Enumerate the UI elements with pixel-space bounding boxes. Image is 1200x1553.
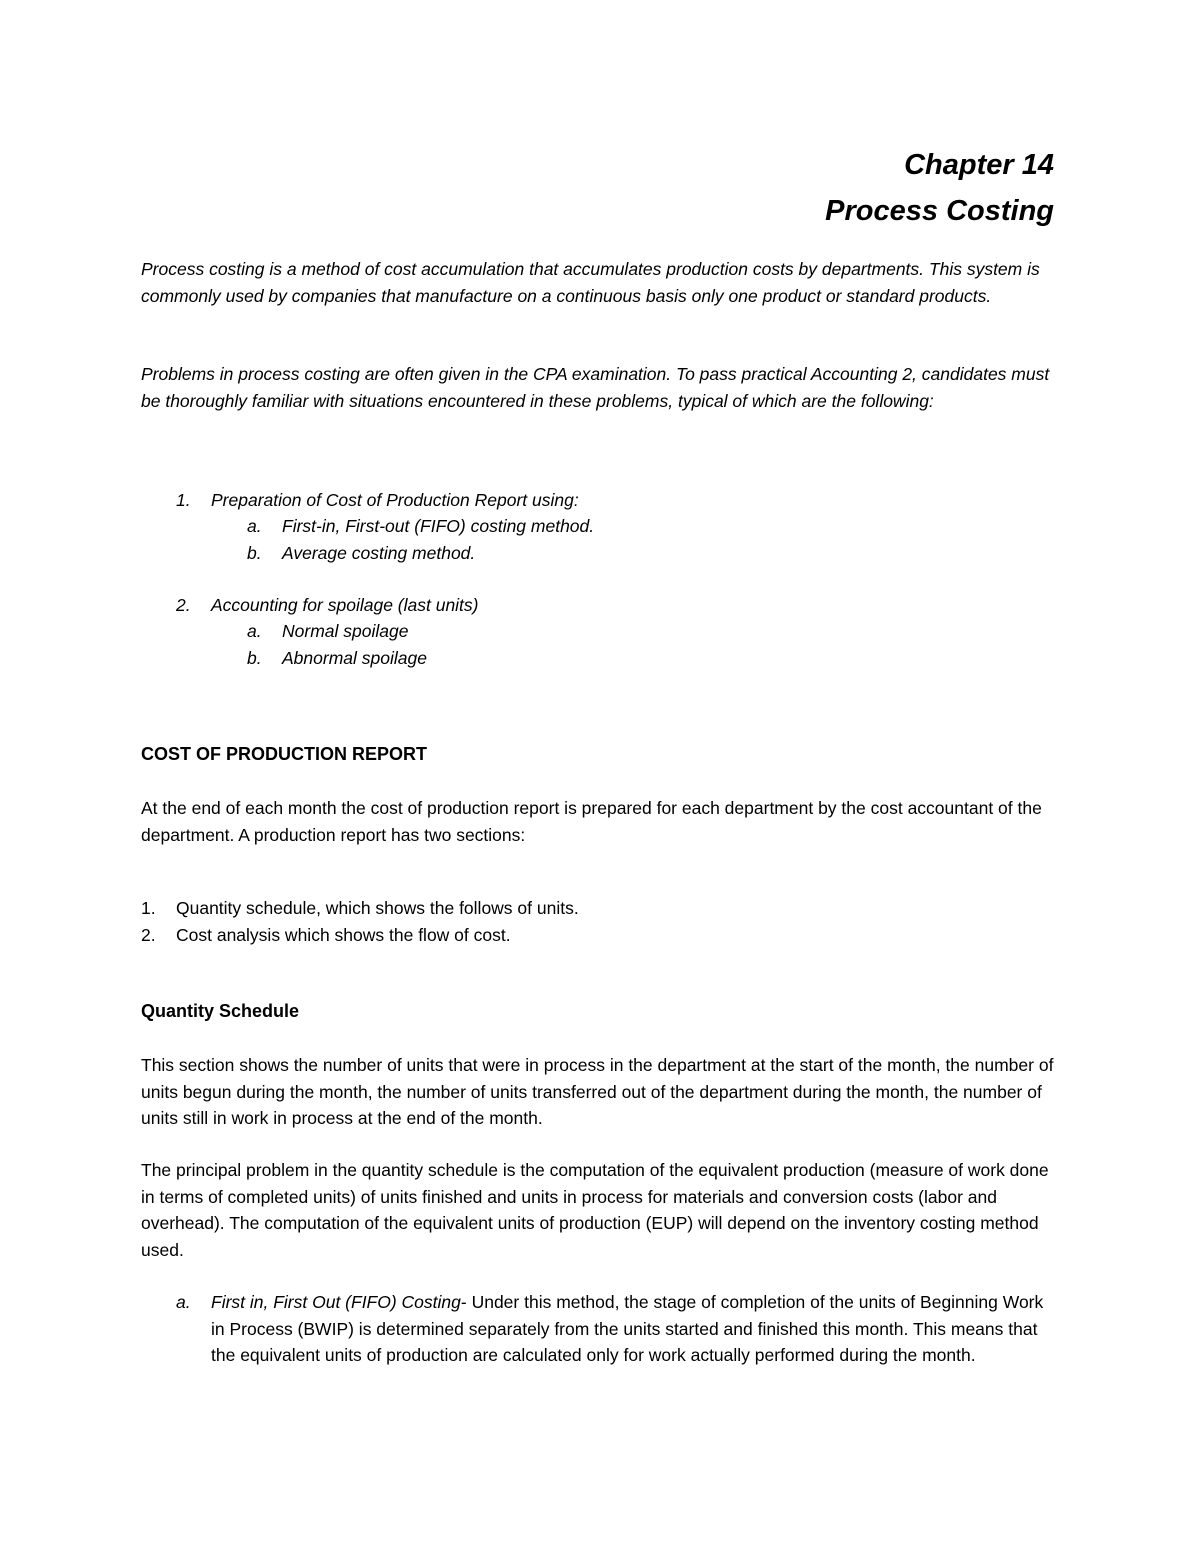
- list-item: a. Normal spoilage: [247, 621, 409, 641]
- list-item: b. Average costing method.: [247, 542, 476, 563]
- chapter-title: Chapter 14: [904, 149, 1054, 181]
- topics-list-2: [176, 592, 479, 619]
- intro-paragraph-2: Problems in process costing are often given in the CPA examination. To pass practical Accounting 2, candidates must be thoroughly familiar with situations encountered in these problems, typical of which are the following:: [141, 364, 1050, 411]
- title-block: [825, 142, 1054, 234]
- page-title: Process Costing: [825, 195, 1054, 227]
- list-item: 2. Accounting for spoilage (last units): [176, 595, 479, 615]
- section-heading-quantity: Quantity Schedule: [141, 1001, 300, 1021]
- list-item: 2. Cost analysis which shows the flow of cost.: [141, 924, 511, 945]
- cpr-sections-list: [141, 895, 579, 948]
- topics-sublist-2: [247, 618, 427, 671]
- cpr-paragraph: At the end of each month the cost of production report is prepared for each department by the cost accountant of the department. A production report has two sections:: [141, 798, 1042, 845]
- section-heading-cpr: COST OF PRODUCTION REPORT: [141, 744, 428, 764]
- quantity-paragraph-2: The principal problem in the quantity schedule is the computation of the equivalent production (measure of work done in terms of completed units) of units finished and units in process for materials and conversion costs (labor and overhead). The computation of the equivalent units of production (EUP) will depend on the inventory costing method used.: [141, 1160, 1049, 1260]
- quantity-paragraph-1: This section shows the number of units that were in process in the department at the start of the month, the number of units begun during the month, the number of units transferred out of the department during the month, the number of units still in work in process at the end of the month.: [141, 1055, 1054, 1128]
- topics-sublist-1: [247, 513, 595, 566]
- topics-list-1: [176, 487, 579, 514]
- list-item: 1. Preparation of Cost of Production Report using:: [176, 490, 579, 510]
- list-item: b. Abnormal spoilage: [247, 647, 427, 668]
- fifo-term: First in, First Out (FIFO) Costing: [211, 1292, 461, 1312]
- intro-paragraph-1: Process costing is a method of cost accumulation that accumulates production costs by departments. This system is commonly used by companies that manufacture on a continuous basis only one product or standard products.: [141, 259, 1040, 306]
- fifo-marker: a.: [176, 1292, 191, 1312]
- fifo-description: - Under this method, the stage of completion of the units of Beginning Work in Process (BWIP) is determined separately from the units started and finished this month. This means that the equivalent units of production are calculated only for work actually performed during the month.: [211, 1292, 1044, 1365]
- list-item: 1. Quantity schedule, which shows the follows of units.: [141, 898, 579, 918]
- list-item: a. First-in, First-out (FIFO) costing method.: [247, 516, 595, 536]
- fifo-item: [176, 1289, 1061, 1369]
